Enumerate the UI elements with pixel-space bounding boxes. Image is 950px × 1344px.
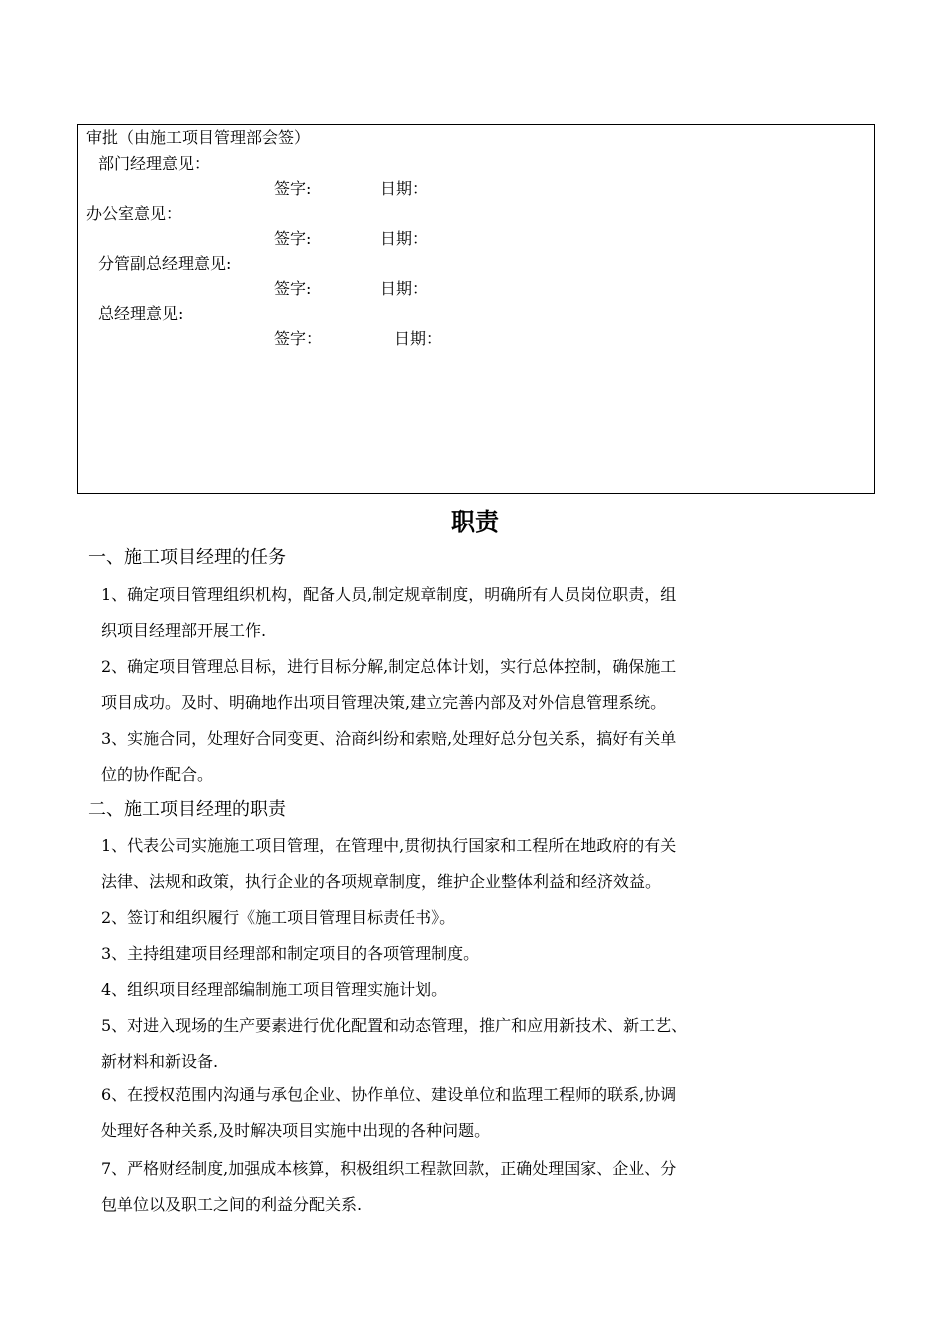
section2-item-5-line1: 5、对进入现场的生产要素进行优化配置和动态管理，推广和应用新技术、新工艺、 [101,1016,688,1035]
deputy-gm-sign-label: 签字: [274,279,312,298]
dept-manager-sign-label: 签字: [274,179,312,198]
section1-item-2 [101,649,821,721]
deputy-gm-opinion-label: 分管副总经理意见: [98,254,232,273]
gm-date-label: 日期： [394,329,443,348]
section2-item-4-line1: 4、组织项目经理部编制施工项目管理实施计划。 [101,980,448,999]
section1-heading: 一、施工项目经理的任务 [88,547,286,568]
section1-item-3 [101,721,821,793]
section2-heading: 二、施工项目经理的职责 [88,799,286,820]
gm-sign-label: 签字： [274,329,323,348]
section1-item-1-line1: 1、确定项目管理组织机构，配备人员,制定规章制度，明确所有人员岗位职责，组 [101,585,677,604]
section2-item-4 [101,972,821,1008]
section2-item-3-line1: 3、主持组建项目经理部和制定项目的各项管理制度。 [101,944,480,963]
deputy-gm-date-label: 日期： [380,279,429,298]
section2-item-5 [101,1008,821,1080]
dept-manager-date-label: 日期： [380,179,429,198]
section2-item-7-line2: 包单位以及职工之间的利益分配关系. [101,1195,363,1214]
approval-box [77,124,875,494]
section2-item-6-line1: 6、在授权范围内沟通与承包企业、协作单位、建设单位和监理工程师的联系,协调 [101,1085,677,1104]
section2-item-7-line1: 7、严格财经制度,加强成本核算，积极组织工程款回款，正确处理国家、企业、分 [101,1159,677,1178]
dept-manager-opinion-label: 部门经理意见： [98,154,211,173]
approval-header: 审批（由施工项目管理部会签） [86,128,311,147]
section2-item-5-line2: 新材料和新设备. [101,1052,219,1071]
section2-item-1-line1: 1、代表公司实施施工项目管理，在管理中,贯彻执行国家和工程所在地政府的有关 [101,836,677,855]
section2-item-7 [101,1151,821,1223]
office-date-label: 日期： [380,229,429,248]
section2-item-2 [101,900,821,936]
section1-item-1-line2: 织项目经理部开展工作. [101,621,267,640]
section2-item-6-line2: 处理好各种关系,及时解决项目实施中出现的各种问题。 [101,1121,491,1140]
section2-item-6 [101,1077,821,1149]
office-opinion-label: 办公室意见： [86,204,183,223]
section1-item-3-line2: 位的协作配合。 [101,765,214,784]
section1-item-2-line2: 项目成功。及时、明确地作出项目管理决策,建立完善内部及对外信息管理系统。 [101,693,667,712]
page-title: 职责 [451,507,499,536]
gm-opinion-label: 总经理意见: [98,304,184,323]
section2-item-3 [101,936,821,972]
section1-item-1 [101,577,821,649]
section2-item-1-line2: 法律、法规和政策，执行企业的各项规章制度，维护企业整体利益和经济效益。 [101,872,662,891]
section2-item-2-line1: 2、签订和组织履行《施工项目管理目标责任书》。 [101,908,456,927]
section2-item-1 [101,828,821,900]
office-sign-label: 签字: [274,229,312,248]
section1-item-3-line1: 3、实施合同，处理好合同变更、洽商纠纷和索赔,处理好总分包关系，搞好有关单 [101,729,677,748]
section1-item-2-line1: 2、确定项目管理总目标，进行目标分解,制定总体计划，实行总体控制，确保施工 [101,657,677,676]
